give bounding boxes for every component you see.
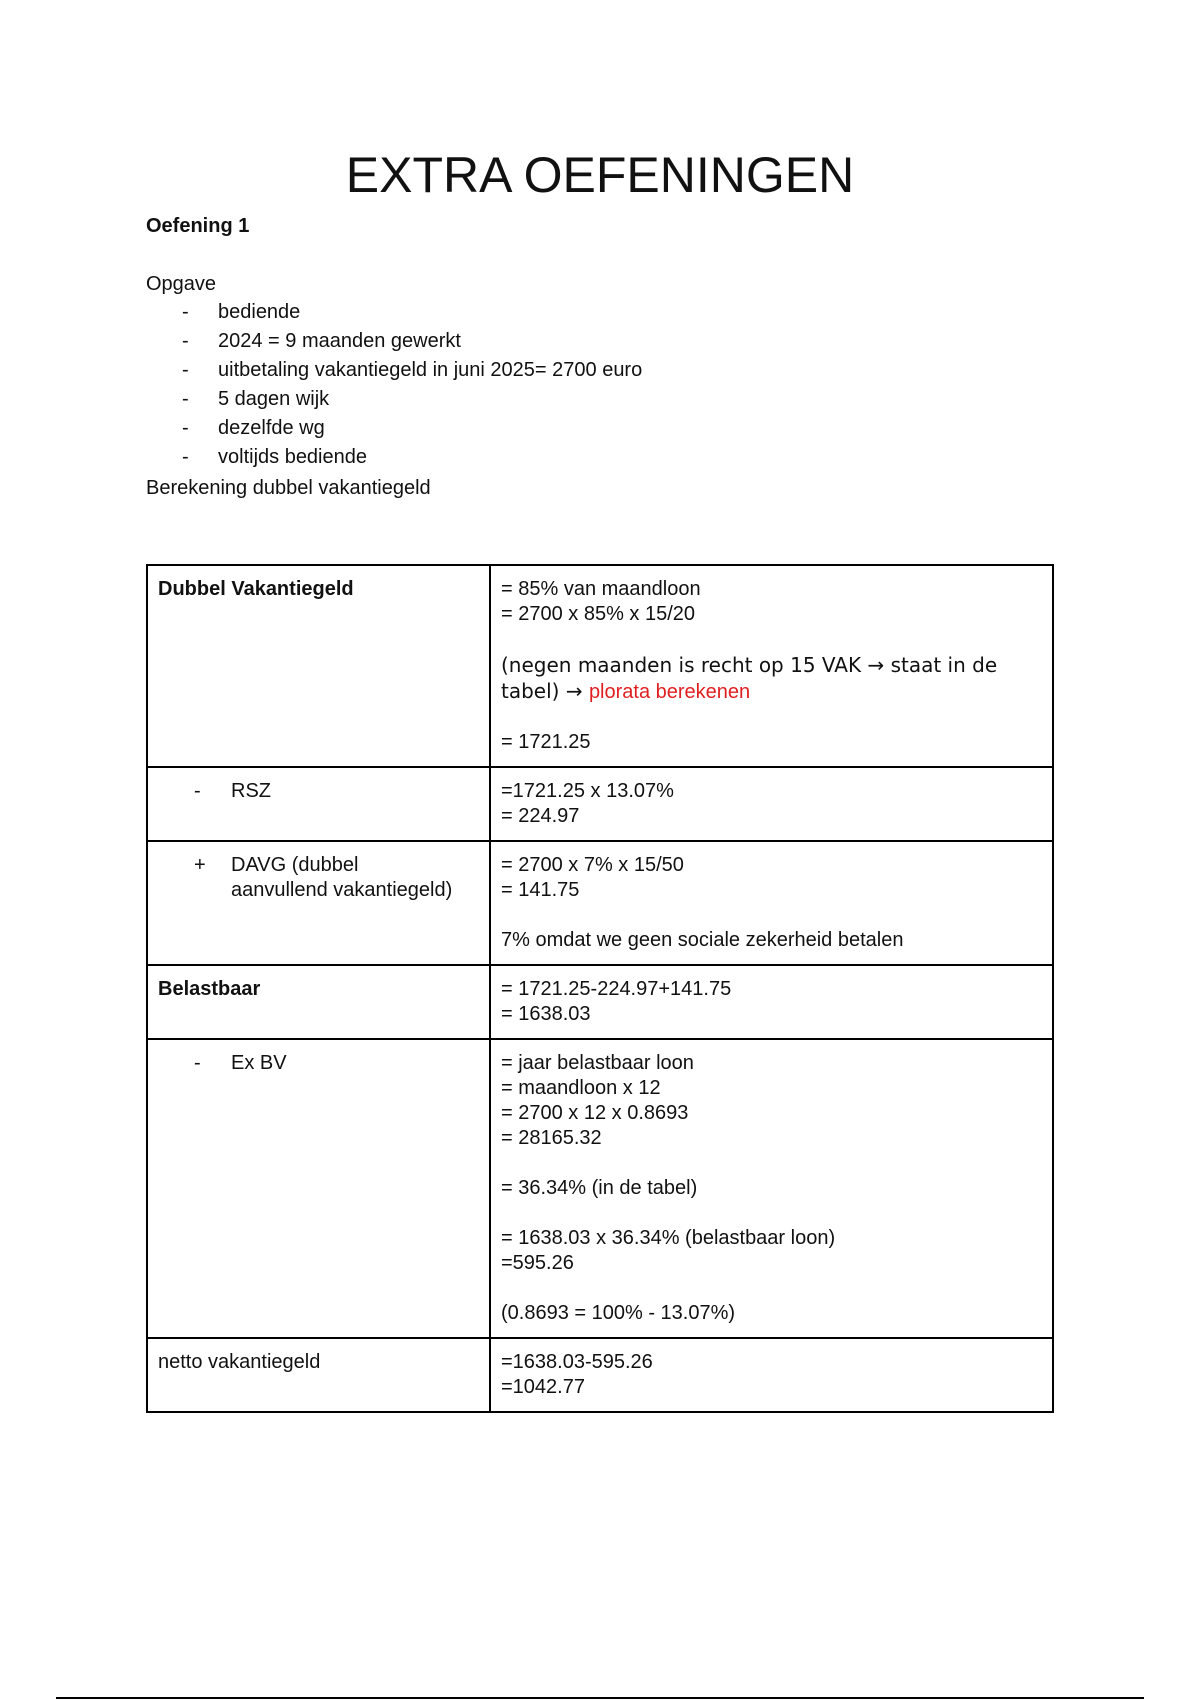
calc-line: =1638.03-595.26 — [501, 1351, 653, 1373]
calc-line: = 141.75 — [501, 879, 580, 901]
calc-line: = jaar belastbaar loon — [501, 1052, 694, 1074]
spacer — [501, 1151, 1043, 1176]
sub-label — [158, 779, 480, 804]
table-row-belastbaar — [147, 965, 1053, 1039]
calc-line: =1721.25 x 13.07% — [501, 780, 674, 802]
table-row-ex-bv — [147, 1039, 1053, 1338]
row-label-cell — [147, 1338, 490, 1412]
row-label-cell — [147, 565, 490, 767]
row-label-cell — [147, 767, 490, 841]
exercise-heading: Oefening 1 — [146, 215, 250, 237]
row-label-cell — [147, 965, 490, 1039]
given-item-text: 5 dagen wijk — [218, 388, 330, 410]
row-value-cell — [490, 565, 1053, 767]
row-label: Dubbel Vakantiegeld — [158, 578, 354, 600]
page-bottom-rule — [56, 1697, 1144, 1699]
bullet-dash: - — [182, 388, 189, 410]
calc-line: = 2700 x 85% x 15/20 — [501, 603, 696, 625]
bullet-dash: - — [182, 330, 189, 352]
spacer — [501, 1201, 1043, 1226]
calc-line: =595.26 — [501, 1252, 574, 1274]
table-row-netto-vakantiegeld — [147, 1338, 1053, 1412]
table-row-davg — [147, 841, 1053, 965]
calc-line: = 36.34% (in de tabel) — [501, 1177, 698, 1199]
spacer — [501, 705, 1043, 730]
spacer — [501, 1276, 1043, 1301]
calc-line: = 1638.03 — [501, 1003, 591, 1025]
row-value-cell — [490, 841, 1053, 965]
row-value-cell — [490, 1039, 1053, 1338]
list-item — [146, 443, 642, 472]
row-label: DAVG (dubbel — [231, 854, 359, 876]
list-item — [146, 327, 642, 356]
row-label-continued: aanvullend vakantiegeld) — [231, 879, 453, 901]
note-highlight: plorata berekenen — [588, 681, 751, 703]
calc-note: (0.8693 = 100% - 13.07%) — [501, 1302, 736, 1324]
calc-line: = 28165.32 — [501, 1127, 602, 1149]
given-list — [146, 298, 642, 472]
list-item — [146, 298, 642, 327]
table-row-rsz — [147, 767, 1053, 841]
calc-note — [501, 652, 1043, 705]
bullet-dash: - — [182, 359, 189, 381]
calc-line: = 1721.25-224.97+141.75 — [501, 978, 732, 1000]
list-item — [146, 414, 642, 443]
spacer — [501, 627, 1043, 652]
row-label: netto vakantiegeld — [158, 1351, 321, 1373]
bullet-dash: - — [182, 446, 189, 468]
sub-label — [158, 853, 480, 903]
calc-line: = 1638.03 x 36.34% (belastbaar loon) — [501, 1227, 836, 1249]
calc-note: 7% omdat we geen sociale zekerheid betalen — [501, 929, 904, 951]
row-value-cell — [490, 1338, 1053, 1412]
calc-line: = 2700 x 7% x 15/50 — [501, 854, 684, 876]
sign-plus: + — [194, 854, 206, 876]
given-item-text: voltijds bediende — [218, 446, 367, 468]
sub-label — [158, 1051, 480, 1076]
spacer — [501, 903, 1043, 928]
given-item-text: bediende — [218, 301, 301, 323]
calc-result: = 1721.25 — [501, 731, 591, 753]
table-row-dubbel-vakantiegeld — [147, 565, 1053, 767]
given-item-text: uitbetaling vakantiegeld in juni 2025= 2700 euro — [218, 359, 643, 381]
sign-minus: - — [194, 1052, 201, 1074]
bullet-dash: - — [182, 417, 189, 439]
row-label-cell — [147, 841, 490, 965]
row-label-cell — [147, 1039, 490, 1338]
note-text: (negen maanden is recht op 15 VAK → staat in de tabel) → — [501, 653, 998, 703]
given-item-text: 2024 = 9 maanden gewerkt — [218, 330, 461, 352]
given-item-text: dezelfde wg — [218, 417, 325, 439]
calc-line: = maandloon x 12 — [501, 1077, 661, 1099]
calc-line: = 85% van maandloon — [501, 578, 701, 600]
page-title: EXTRA OEFENINGEN — [345, 147, 855, 203]
row-value-cell — [490, 767, 1053, 841]
row-label: Belastbaar — [158, 978, 261, 1000]
calc-line: = 2700 x 12 x 0.8693 — [501, 1102, 689, 1124]
row-label: Ex BV — [231, 1052, 287, 1074]
list-item — [146, 356, 642, 385]
calc-line: =1042.77 — [501, 1376, 585, 1398]
sign-minus: - — [194, 780, 201, 802]
opgave-label: Opgave — [146, 273, 217, 295]
bullet-dash: - — [182, 301, 189, 323]
calculation-intro: Berekening dubbel vakantiegeld — [146, 477, 431, 499]
row-value-cell — [490, 965, 1053, 1039]
row-label: RSZ — [231, 780, 271, 802]
calc-line: = 224.97 — [501, 805, 580, 827]
calculation-table — [146, 564, 1054, 1413]
list-item — [146, 385, 642, 414]
